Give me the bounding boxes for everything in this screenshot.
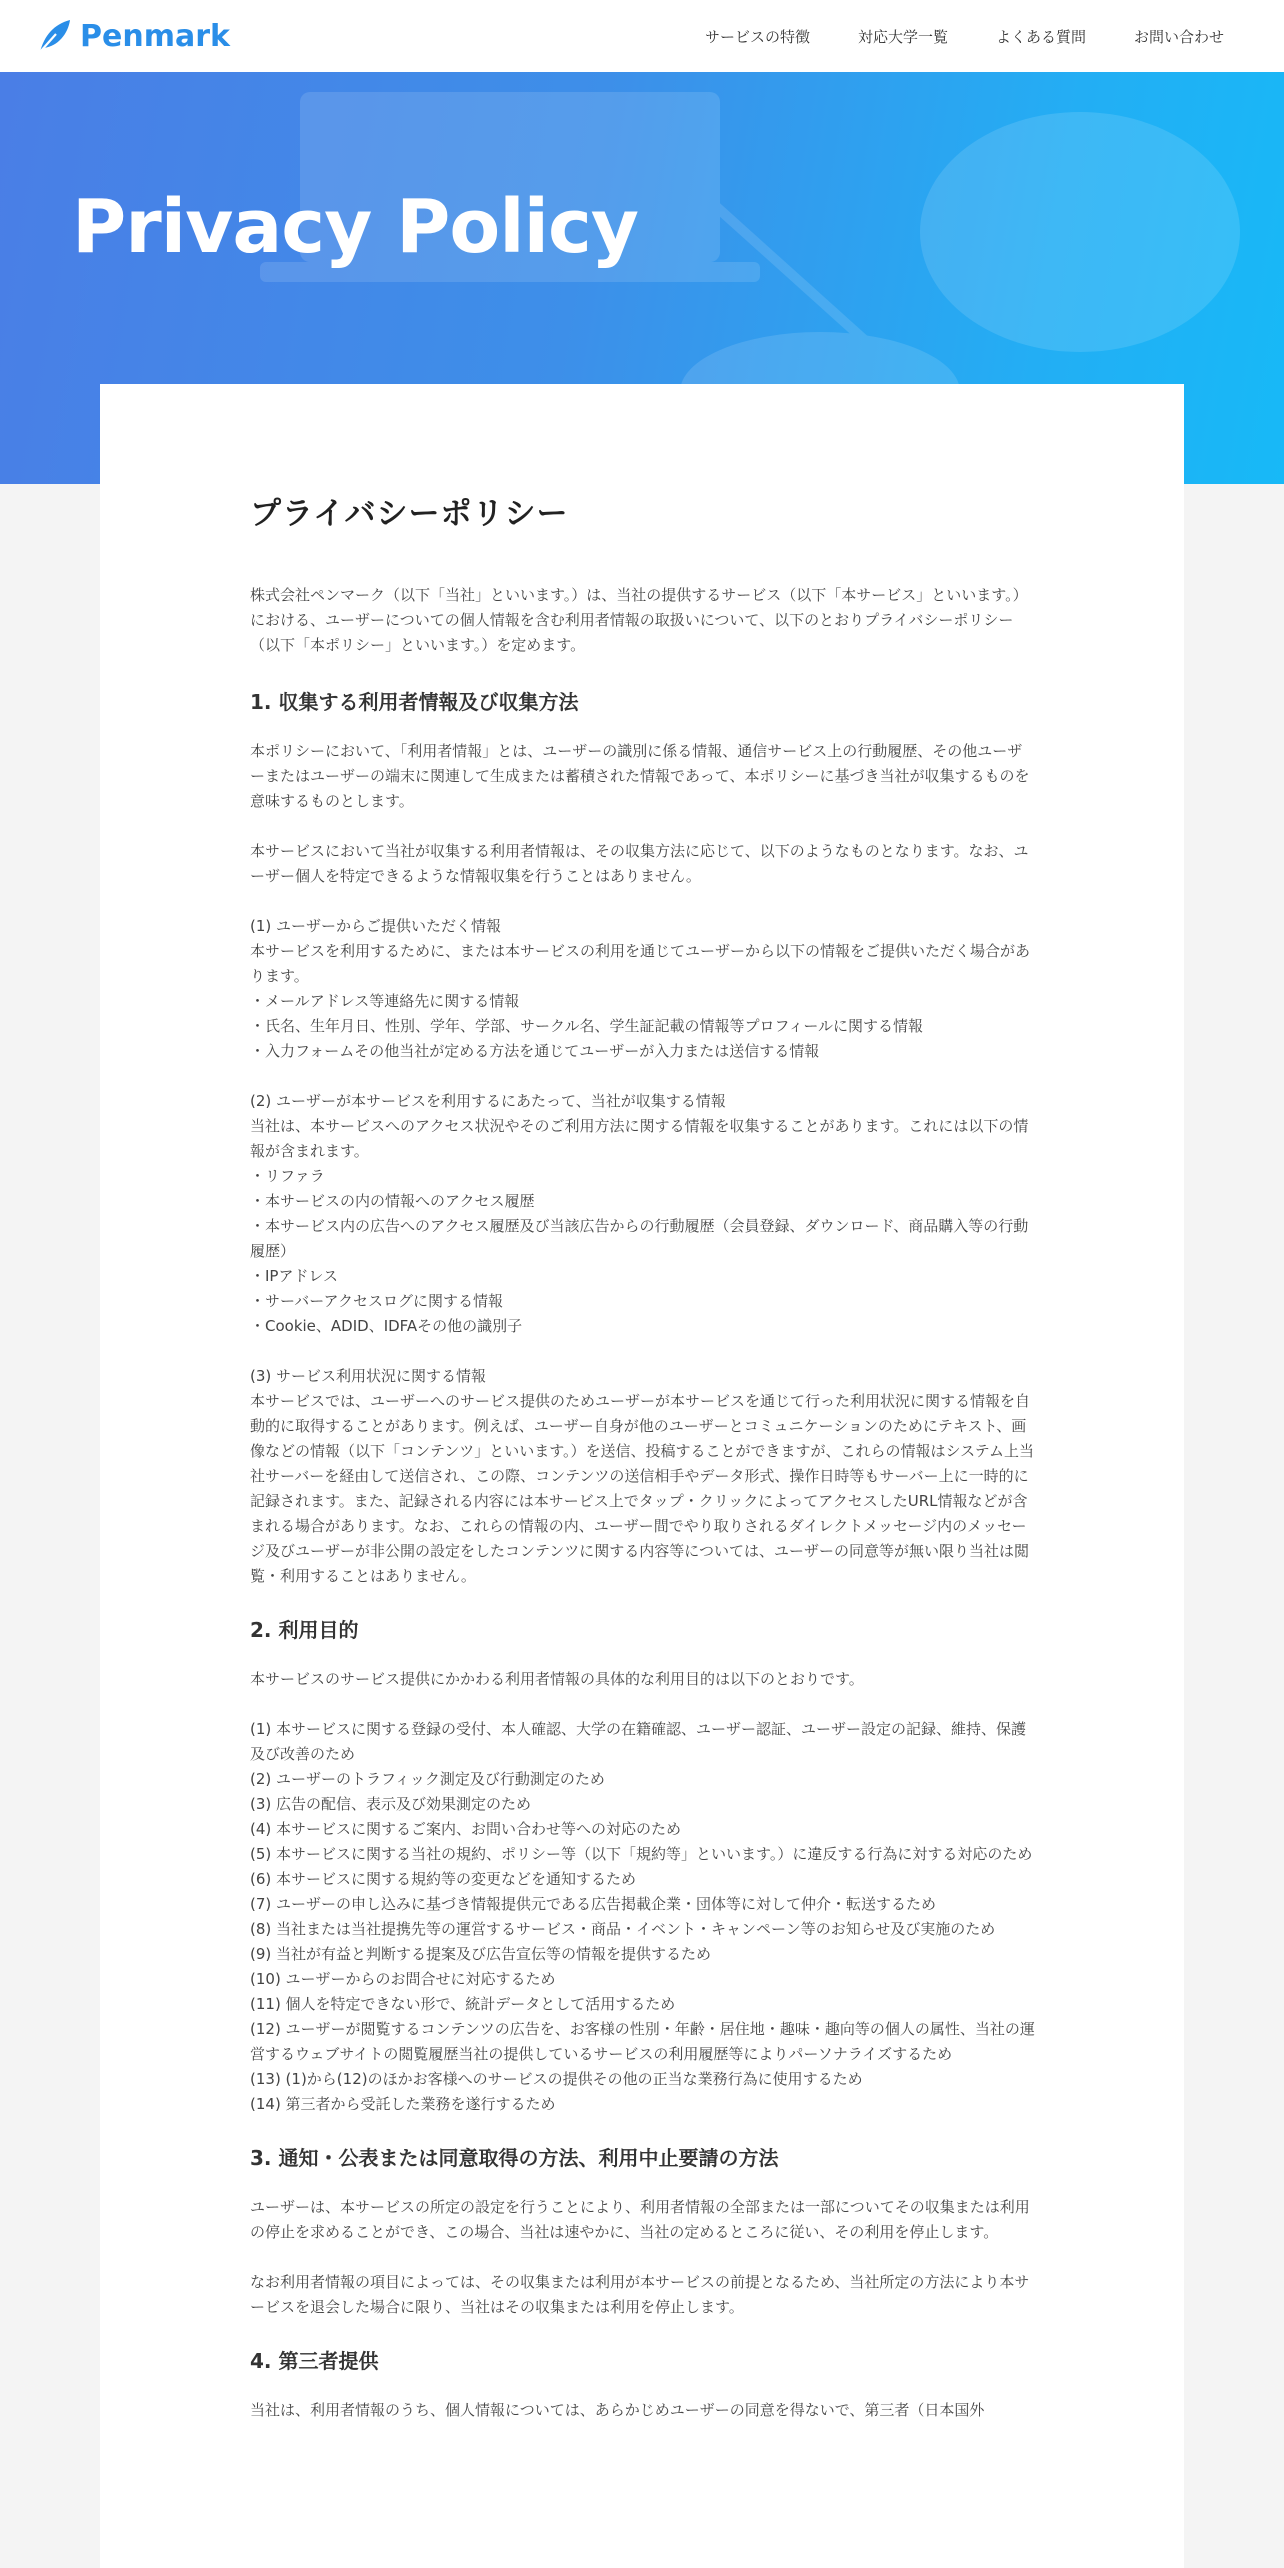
sub-2-line: (2) ユーザーが本サービスを利用するにあたって、当社が収集する情報 (250, 1092, 726, 1110)
policy-card (100, 384, 1184, 2568)
purpose-item: (6) 本サービスに関する規約等の変更などを通知するため (250, 1870, 637, 1888)
purpose-item: (10) ユーザーからのお問合せに対応するため (250, 1970, 556, 1988)
logo[interactable] (34, 16, 230, 56)
sub-1-line: ・メールアドレス等連絡先に関する情報 (250, 992, 520, 1010)
sub-2-line: ・サーバーアクセスログに関する情報 (250, 1292, 504, 1310)
section-1-paragraph-2: 本サービスにおいて当社が収集する利用者情報は、その収集方法に応じて、以下のようなものとなります。なお、ユーザー個人を特定できるような情報収集を行うことはありません。 (250, 842, 1029, 885)
section-1-sub-3 (250, 1364, 1035, 1589)
leaf-pen-icon (34, 16, 74, 56)
policy-content (250, 488, 1035, 2448)
section-2-list (250, 1717, 1035, 2117)
section-1-sub-2 (250, 1089, 1035, 1339)
purpose-item: (9) 当社が有益と判断する提案及び広告宣伝等の情報を提供するため (250, 1945, 712, 1963)
sub-1-line: 本サービスを利用するために、または本サービスの利用を通じてユーザーから以下の情報をご提供いただく場合があります。 (250, 942, 1031, 985)
purpose-item: (4) 本サービスに関するご案内、お問い合わせ等への対応のため (250, 1820, 682, 1838)
sub-2-line: 当社は、本サービスへのアクセス状況やそのご利用方法に関する情報を収集することがあります。これには以下の情報が含まれます。 (250, 1117, 1029, 1160)
section-2-paragraph-1: 本サービスのサービス提供にかかわる利用者情報の具体的な利用目的は以下のとおりです。 (250, 1670, 864, 1688)
nav-universities[interactable]: 対応大学一覧 (857, 27, 948, 46)
sub-3-line: (3) サービス利用状況に関する情報 (250, 1367, 487, 1385)
section-1-heading: 1. 収集する利用者情報及び収集方法 (250, 690, 579, 714)
sub-1-line: ・入力フォームその他当社が定める方法を通じてユーザーが入力または送信する情報 (250, 1042, 820, 1060)
logo-text: Penmark (80, 18, 230, 54)
purpose-item: (3) 広告の配信、表示及び効果測定のため (250, 1795, 532, 1813)
intro-paragraph: 株式会社ペンマーク（以下「当社」といいます。）は、当社の提供するサービス（以下「本サービス」といいます。）における、ユーザーについての個人情報を含む利用者情報の取扱いについて、以下のとおりプライバシーポリシー（以下「本ポリシー」といいます。）を定めます。 (250, 586, 1028, 654)
nav-faq[interactable]: よくある質問 (995, 27, 1086, 46)
purpose-item: (8) 当社または当社提携先等の運営するサービス・商品・イベント・キャンペーン等のお知らせ及び実施のため (250, 1920, 996, 1938)
purpose-item: (12) ユーザーが閲覧するコンテンツの広告を、お客様の性別・年齢・居住地・趣味・趣向等の個人の属性、当社の運営するウェブサイトの閲覧履歴当社の提供しているサービスの利用履歴等によりパーソナライズするため (250, 2020, 1035, 2063)
section-3-heading: 3. 通知・公表または同意取得の方法、利用中止要請の方法 (250, 2146, 779, 2170)
section-1-sub-1 (250, 914, 1035, 1064)
sub-2-line: ・本サービス内の広告へのアクセス履歴及び当該広告からの行動履歴（会員登録、ダウンロード、商品購入等の行動履歴） (250, 1217, 1029, 1260)
site-header (0, 0, 1284, 72)
section-2-heading: 2. 利用目的 (250, 1618, 359, 1642)
purpose-item: (14) 第三者から受託した業務を遂行するため (250, 2095, 556, 2113)
section-1-paragraph-1: 本ポリシーにおいて、「利用者情報」とは、ユーザーの識別に係る情報、通信サービス上の行動履歴、その他ユーザーまたはユーザーの端末に関連して生成または蓄積された情報であって、本ポリシーに基づき当社が収集するものを意味するものとします。 (250, 742, 1030, 810)
nav-contact[interactable]: お問い合わせ (1133, 27, 1224, 46)
sub-1-line: ・氏名、生年月日、性別、学年、学部、サークル名、学生証記載の情報等プロフィールに関する情報 (250, 1017, 924, 1035)
sub-2-line: ・リファラ (250, 1167, 325, 1185)
purpose-item: (2) ユーザーのトラフィック測定及び行動測定のため (250, 1770, 605, 1788)
purpose-item: (5) 本サービスに関する当社の規約、ポリシー等（以下「規約等」といいます。）に違反する行為に対する対応のため (250, 1845, 1033, 1863)
sub-2-line: ・IPアドレス (250, 1267, 339, 1285)
purpose-item: (13) (1)から(12)のほかお客様へのサービスの提供その他の正当な業務行為に使用するため (250, 2070, 863, 2088)
nav-features[interactable]: サービスの特徴 (704, 27, 810, 46)
sub-3-line: 本サービスでは、ユーザーへのサービス提供のためユーザーが本サービスを通じて行った利用状況に関する情報を自動的に取得することがあります。例えば、ユーザー自身が他のユーザーとコミュニケーションのためにテキスト、画像などの情報（以下「コンテンツ」といいます。）を送信、投稿することができますが、これらの情報はシステム上当社サーバーを経由して送信され、この際、コンテンツの送信相手やデータ形式、操作日時等もサーバー上に一時的に記録されます。また、記録される内容には本サービス上でタップ・クリックによってアクセスしたURL情報などが含まれる場合があります。なお、これらの情報の内、ユーザー間でやり取りされるダイレクトメッセージ内のメッセージ及びユーザーが非公開の設定をしたコンテンツに関する内容等については、ユーザーの同意等が無い限り当社は閲覧・利用することはありません。 (250, 1392, 1035, 1585)
section-3-paragraph-1: ユーザーは、本サービスの所定の設定を行うことにより、利用者情報の全部または一部についてその収集または利用の停止を求めることができ、この場合、当社は速やかに、当社の定めるところに従い、その利用を停止します。 (250, 2198, 1030, 2241)
main-nav (657, 0, 1224, 72)
purpose-item: (7) ユーザーの申し込みに基づき情報提供元である広告掲載企業・団体等に対して仲介・転送するため (250, 1895, 937, 1913)
purpose-item: (1) 本サービスに関する登録の受付、本人確認、大学の在籍確認、ユーザー認証、ユーザー設定の記録、維持、保護及び改善のため (250, 1720, 1027, 1763)
section-3-paragraph-2: なお利用者情報の項目によっては、その収集または利用が本サービスの前提となるため、当社所定の方法により本サービスを退会した場合に限り、当社はその収集または利用を停止します。 (250, 2273, 1030, 2316)
hero-title: Privacy Policy (72, 184, 639, 270)
section-4-paragraph-1: 当社は、利用者情報のうち、個人情報については、あらかじめユーザーの同意を得ないで、第三者（日本国外 (250, 2401, 985, 2419)
sub-2-line: ・本サービスの内の情報へのアクセス履歴 (250, 1192, 535, 1210)
sub-2-line: ・Cookie、ADID、IDFAその他の識別子 (250, 1317, 523, 1335)
purpose-item: (11) 個人を特定できない形で、統計データとして活用するため (250, 1995, 676, 2013)
sub-1-line: (1) ユーザーからご提供いただく情報 (250, 917, 502, 935)
page-title: プライバシーポリシー (250, 496, 569, 532)
section-4-heading: 4. 第三者提供 (250, 2349, 379, 2373)
